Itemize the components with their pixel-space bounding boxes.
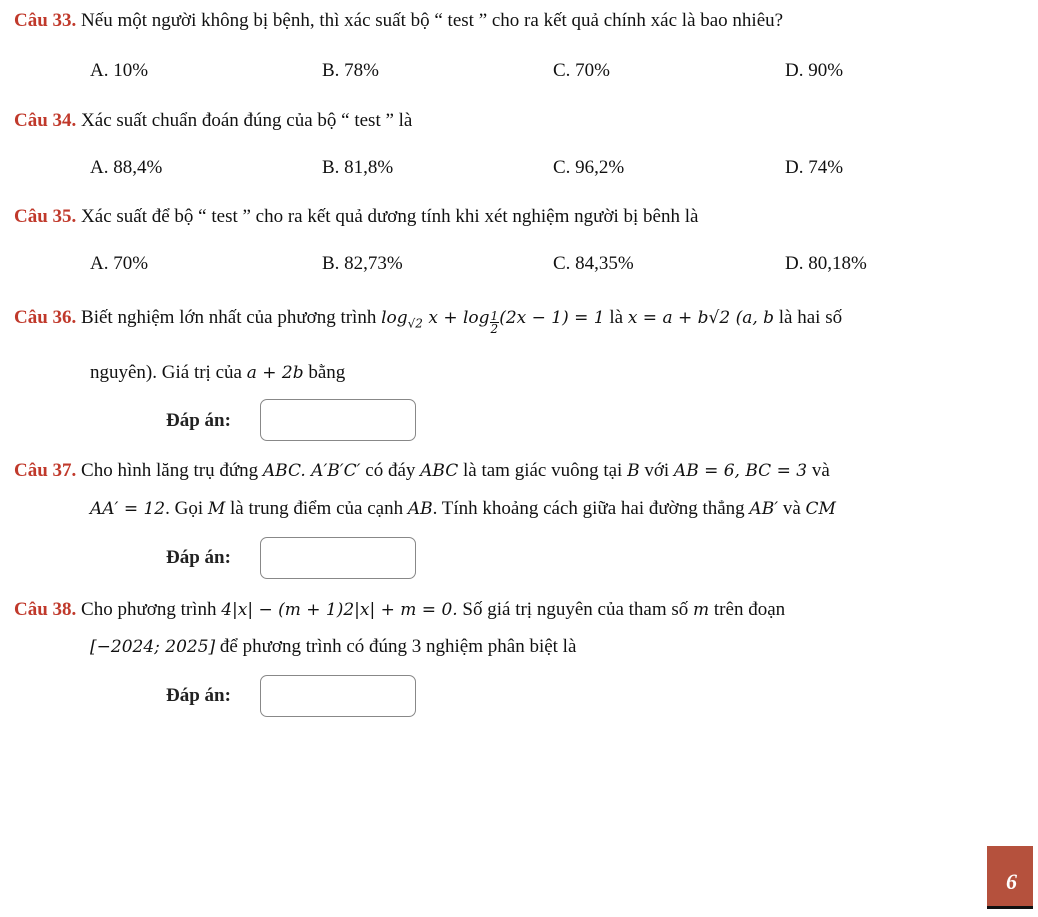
math-point: M [207,499,226,519]
math-height: AA′ = 12 [90,499,166,519]
math-line: AB′ [749,499,779,519]
page-number: 6 [1006,869,1017,894]
question-text: Nếu một người không bị bệnh, thì xác suất bộ “ test ” cho ra kết quả chính xác là bao nhiêu? [81,10,784,31]
question-34 [14,108,978,134]
answer-box[interactable] [260,399,416,441]
answer-box[interactable] [260,675,416,717]
question-36 [14,305,978,335]
question-text: . Tính khoảng cách giữa hai đường thẳng [432,498,745,519]
question-text: Biết nghiệm lớn nhất của phương trình [81,307,377,328]
answer-box[interactable] [260,537,416,579]
answer-label: Đáp án: [166,685,231,706]
option-b[interactable]: B. 81,8% [322,157,394,178]
question-text: để phương trình có đúng 3 nghiệm phân biệt là [219,636,577,657]
question-38 [14,597,978,623]
question-37 [14,458,978,484]
question-number: Câu 38. [14,599,77,620]
question-number: Câu 34. [14,110,77,131]
question-text: nguyên). Giá trị của [90,362,242,383]
question-text: Cho hình lăng trụ đứng [81,460,259,481]
option-d[interactable]: D. 90% [785,60,844,81]
question-text: có đáy [365,460,416,481]
question-text: trên đoạn [713,599,786,620]
math-line: CM [805,499,836,519]
question-text: Cho phương trình [81,599,217,620]
answer-label: Đáp án: [166,547,231,568]
question-number: Câu 37. [14,460,77,481]
math-solution: x = a + b√2 (a, b [627,308,775,328]
question-35 [14,204,978,230]
question-text: với [644,460,670,481]
option-b[interactable]: B. 78% [322,60,379,81]
math-equation: 4|x| − (m + 1)2|x| + m = 0. [221,600,458,620]
math-vertex: B [627,461,640,481]
math-interval: [−2024; 2025] [90,637,216,657]
option-c[interactable]: C. 70% [553,60,610,81]
question-text: và [782,498,801,519]
math-prism: ABC. A′B′C′ [262,461,361,481]
math-segment: AB [407,499,433,519]
question-text: Xác suất để bộ “ test ” cho ra kết quả dương tính khi xét nghiệm người bị bênh là [81,206,699,227]
option-b[interactable]: B. 82,73% [322,253,403,274]
question-36-line2 [90,360,978,386]
answer-label: Đáp án: [166,410,231,431]
question-number: Câu 33. [14,10,77,31]
option-a[interactable]: A. 10% [90,60,149,81]
question-text: là hai số [778,307,843,328]
option-c[interactable]: C. 96,2% [553,157,625,178]
option-a[interactable]: A. 88,4% [90,157,163,178]
math-base: ABC [420,461,459,481]
option-c[interactable]: C. 84,35% [553,253,634,274]
question-text: Số giá trị nguyên của tham số [462,599,689,620]
question-text: là tam giác vuông tại [463,460,623,481]
question-text: . Gọi [165,498,204,519]
option-a[interactable]: A. 70% [90,253,149,274]
question-text: là [609,307,624,328]
math-expression: a + 2b [246,363,304,383]
question-text: bằng [308,362,346,383]
math-parameter: m [693,600,710,620]
question-text: là trung điểm của cạnh [230,498,404,519]
question-text: và [811,460,830,481]
question-number: Câu 36. [14,307,77,328]
question-33 [14,8,978,34]
question-37-line2 [90,496,978,522]
math-log: $\log_{√2} x + \log$ $\frac{1}{2}$ (2x − 1) = 1 [381,308,605,336]
page-number-underline [987,906,1033,909]
question-number: Câu 35. [14,206,77,227]
math-lengths: AB = 6, BC = 3 [673,461,808,481]
option-d[interactable]: D. 80,18% [785,253,867,274]
question-38-line2 [90,634,978,660]
option-d[interactable]: D. 74% [785,157,844,178]
question-text: Xác suất chuẩn đoán đúng của bộ “ test ” là [81,110,413,131]
